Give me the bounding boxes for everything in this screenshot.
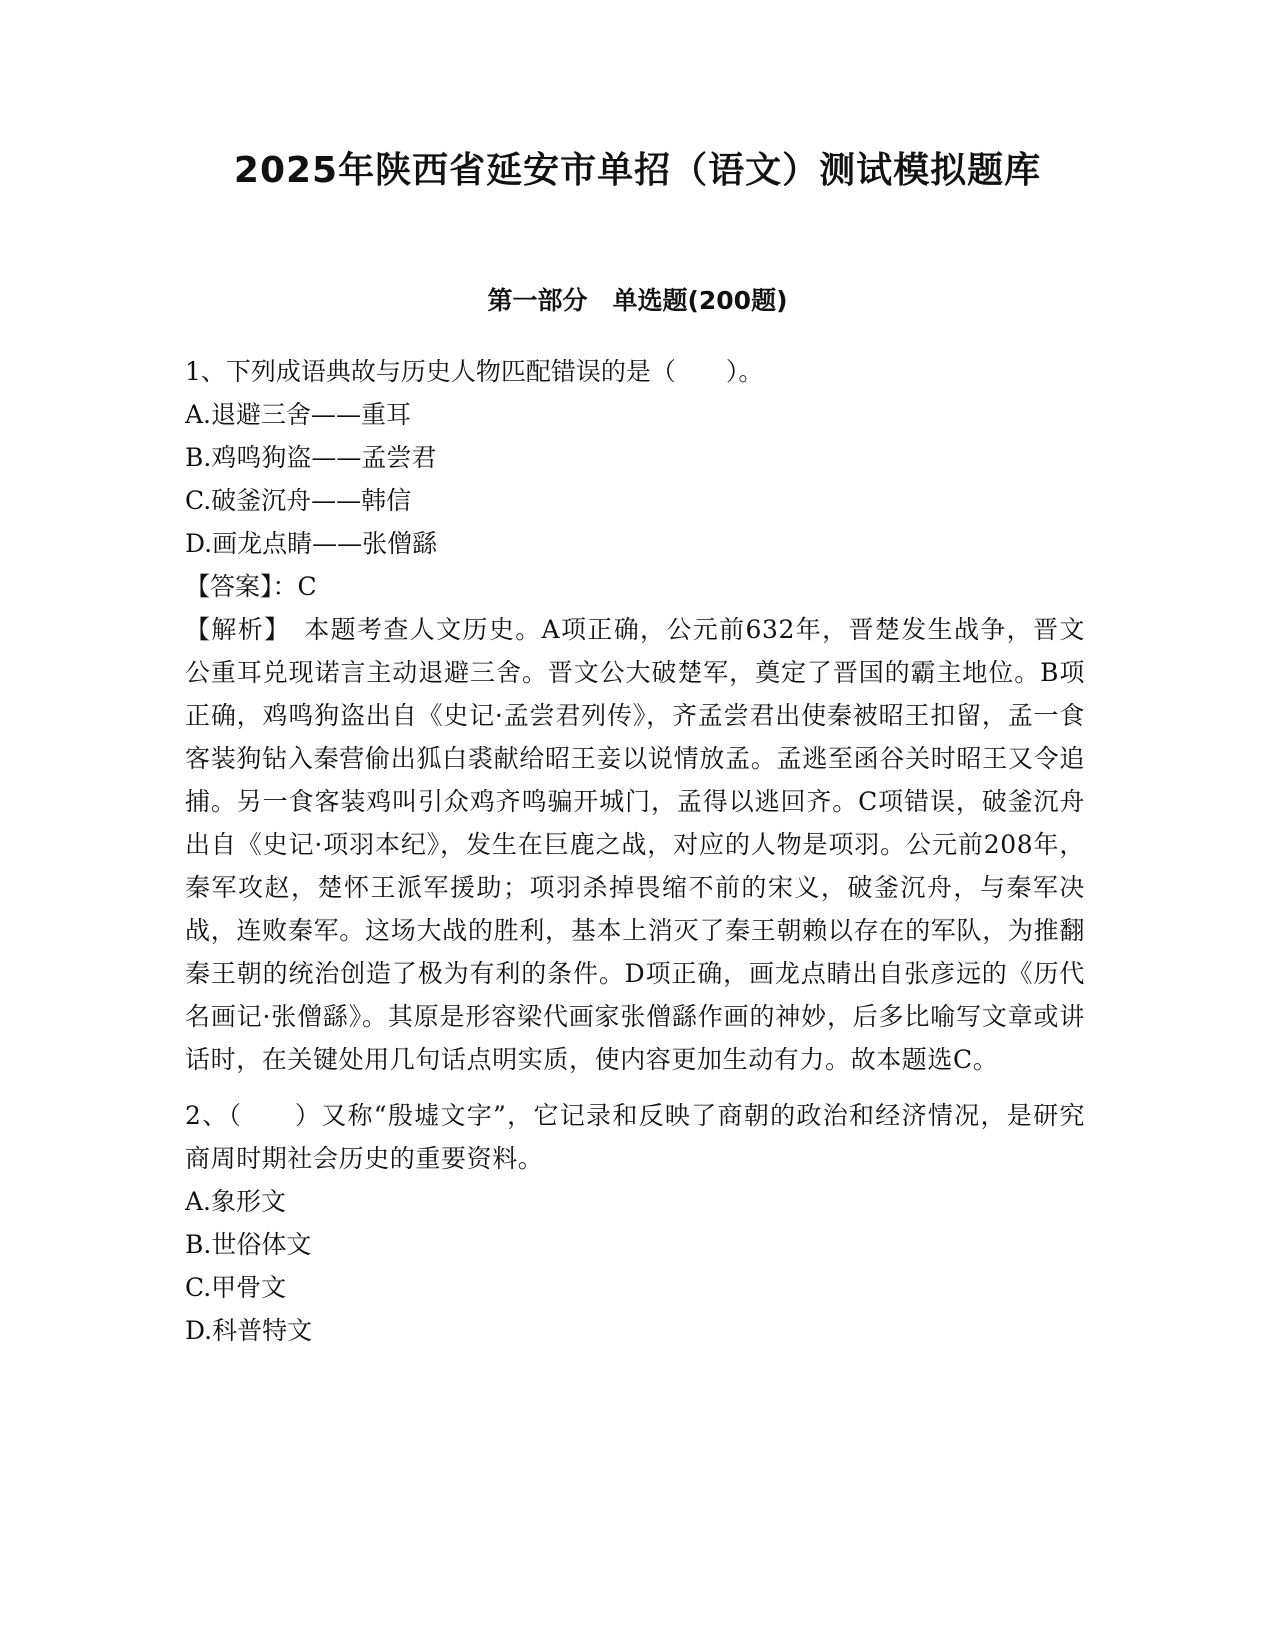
- question-2-option-c: C.甲骨文: [185, 1273, 287, 1302]
- question-list: [185, 350, 1085, 1352]
- question-1-explanation: 【解析】 本题考查人文历史。A项正确，公元前632年，晋楚发生战争，晋文公重耳兑现诺言主动退避三舍。晋文公大破楚军，奠定了晋国的霸主地位。B项正确，鸡鸣狗盗出自《史记·孟尝君列传》，齐孟尝君出使秦被昭王扣留，孟一食客装狗钻入秦营偷出狐白裘献给昭王妾以说情放孟。孟逃至函谷关时昭王又令追捕。另一食客装鸡叫引众鸡齐鸣骗开城门，孟得以逃回齐。C项错误，破釜沉舟出自《史记·项羽本纪》，发生在巨鹿之战，对应的人物是项羽。公元前208年，秦军攻赵，楚怀王派军援助；项羽杀掉畏缩不前的宋义，破釜沉舟，与秦军决战，连败秦军。这场大战的胜利，基本上消灭了秦王朝赖以存在的军队，为推翻秦王朝的统治创造了极为有利的条件。D项正确，画龙点睛出自张彦远的《历代名画记·张僧繇》。其原是形容梁代画家张僧繇作画的神妙，后多比喻写文章或讲话时，在关键处用几句话点明实质，使内容更加生动有力。故本题选C。: [185, 615, 1085, 1074]
- question-1-option-c: C.破釜沉舟——韩信: [185, 486, 412, 515]
- document-title: 2025年陕西省延安市单招（语文）测试模拟题库: [233, 150, 1042, 191]
- question-1-stem: 1、下列成语典故与历史人物匹配错误的是（ ）。: [185, 357, 764, 386]
- question-2-option-a: A.象形文: [185, 1187, 287, 1216]
- question-1: [185, 350, 1085, 1081]
- section-heading: 第一部分 单选题(200题): [487, 286, 788, 315]
- question-1-option-d: D.画龙点睛——张僧繇: [185, 529, 438, 558]
- question-2-option-d: D.科普特文: [185, 1316, 313, 1345]
- question-1-option-a: A.退避三舍——重耳: [185, 400, 412, 429]
- question-2-stem: 2、（ ）又称“殷墟文字”，它记录和反映了商朝的政治和经济情况，是研究商周时期社会历史的重要资料。: [185, 1101, 1085, 1173]
- question-2: [185, 1094, 1085, 1352]
- question-1-answer: 【答案】：C: [185, 572, 317, 601]
- question-1-option-b: B.鸡鸣狗盗——孟尝君: [185, 443, 437, 472]
- question-2-option-b: B.世俗体文: [185, 1230, 312, 1259]
